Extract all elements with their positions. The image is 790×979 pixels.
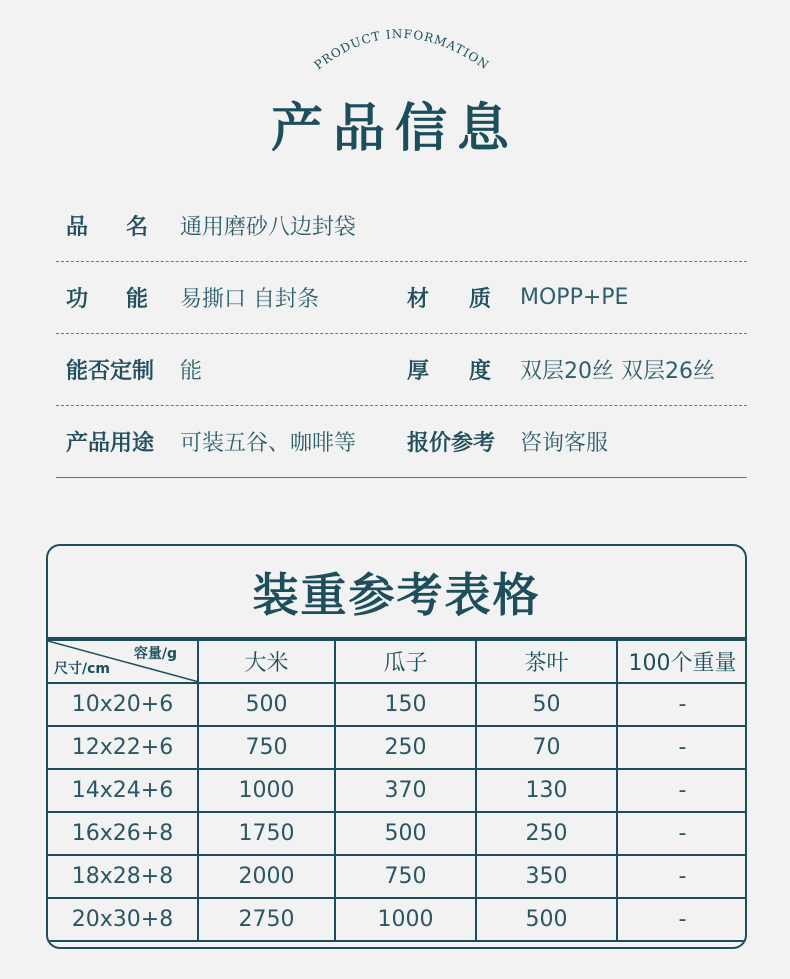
table-row (47, 812, 747, 855)
table-row (47, 855, 747, 898)
price-value: 咨询客服 (520, 431, 609, 456)
table-row (47, 726, 747, 769)
rice-cell: 2750 (198, 898, 335, 941)
info-row-name (56, 190, 747, 262)
tea-cell: 50 (476, 683, 617, 726)
rice-cell: 750 (198, 726, 335, 769)
header-rice: 大米 (198, 640, 335, 683)
tea-cell: 70 (476, 726, 617, 769)
header-tea: 茶叶 (476, 640, 617, 683)
info-row-function (56, 262, 747, 334)
tea-cell: 130 (476, 769, 617, 812)
seeds-cell: 1000 (335, 898, 476, 941)
function-label: 功能 (66, 287, 187, 312)
seeds-cell: 150 (335, 683, 476, 726)
subtitle-arc (0, 0, 790, 90)
rice-cell: 500 (198, 683, 335, 726)
size-unit-label: 尺寸/cm (54, 661, 110, 677)
seeds-cell: 370 (335, 769, 476, 812)
seeds-cell: 250 (335, 726, 476, 769)
tea-cell: 250 (476, 812, 617, 855)
weight-table-title: 装重参考表格 (48, 546, 745, 639)
seeds-cell: 500 (335, 812, 476, 855)
name-label: 品名 (66, 215, 187, 240)
table-corner-header (47, 640, 198, 683)
info-row-custom (56, 334, 747, 406)
thickness-value: 双层20丝 双层26丝 (520, 359, 715, 384)
table-row (47, 683, 747, 726)
page-title: 产品信息 (270, 99, 519, 159)
price-label: 报价参考 (407, 431, 496, 456)
material-value: MOPP+PE (520, 285, 629, 310)
material-label: 材质 (407, 287, 532, 312)
size-cell: 12x22+6 (47, 726, 198, 769)
rice-cell: 1750 (198, 812, 335, 855)
size-cell: 10x20+6 (47, 683, 198, 726)
rice-cell: 1000 (198, 769, 335, 812)
product-info-section (56, 190, 747, 478)
size-cell: 16x26+8 (47, 812, 198, 855)
size-cell: 14x24+6 (47, 769, 198, 812)
custom-value: 能 (180, 359, 203, 384)
seeds-cell: 750 (335, 855, 476, 898)
size-cell: 18x28+8 (47, 855, 198, 898)
svg-text:PRODUCT INFORMATION (312, 27, 492, 73)
table-row (47, 898, 747, 941)
weight-cell: - (617, 812, 747, 855)
usage-value: 可装五谷、咖啡等 (180, 431, 357, 456)
info-row-usage (56, 406, 747, 478)
usage-label: 产品用途 (66, 431, 155, 456)
size-cell: 20x30+8 (47, 898, 198, 941)
custom-label: 能否定制 (66, 359, 155, 384)
weight-table (46, 639, 747, 942)
function-value: 易撕口 自封条 (180, 287, 319, 312)
weight-cell: - (617, 683, 747, 726)
tea-cell: 350 (476, 855, 617, 898)
weight-cell: - (617, 769, 747, 812)
tea-cell: 500 (476, 898, 617, 941)
weight-cell: - (617, 726, 747, 769)
weight-cell: - (617, 898, 747, 941)
thickness-label: 厚度 (407, 359, 532, 384)
capacity-unit-label: 容量/g (133, 646, 177, 662)
header-100pcs-weight: 100个重量 (617, 640, 747, 683)
name-value: 通用磨砂八边封袋 (180, 215, 357, 240)
weight-cell: - (617, 855, 747, 898)
rice-cell: 2000 (198, 855, 335, 898)
table-row (47, 769, 747, 812)
weight-reference-table (46, 544, 747, 949)
header-seeds: 瓜子 (335, 640, 476, 683)
product-information-subtitle: PRODUCT INFORMATION (311, 26, 492, 73)
